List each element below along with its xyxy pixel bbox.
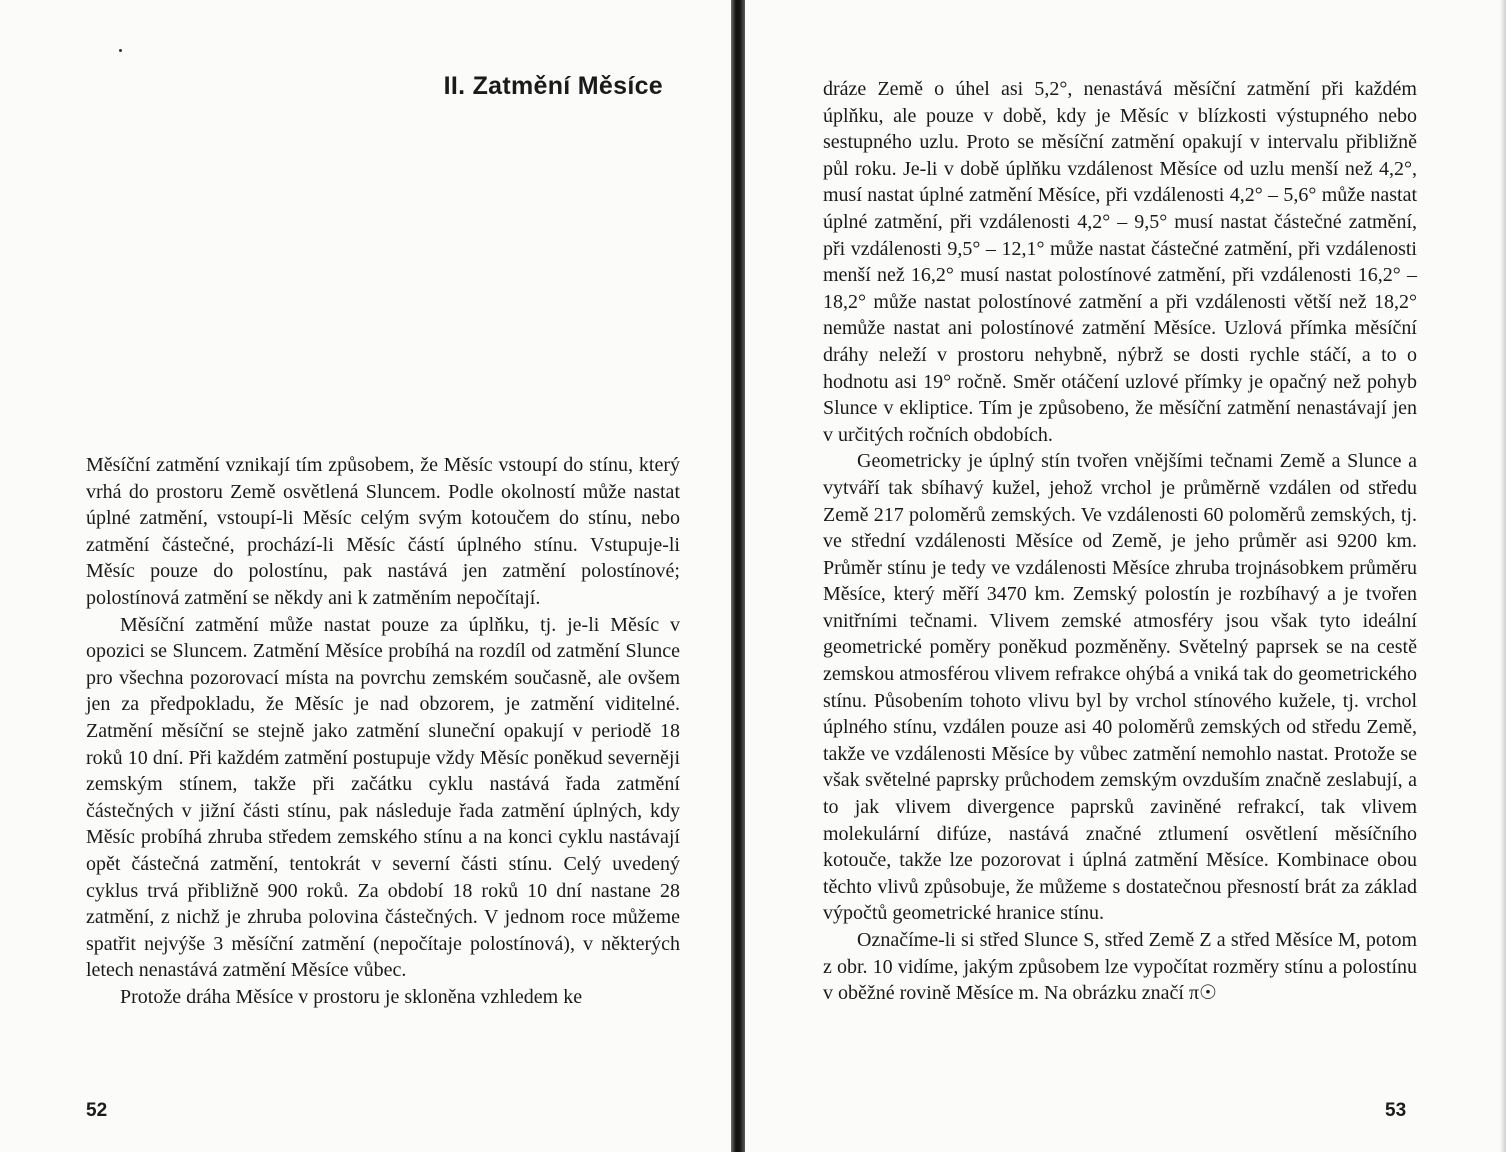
page-edge [1500, 0, 1506, 1152]
left-page [0, 0, 731, 1152]
right-page-body [823, 76, 1417, 1007]
paragraph: Označíme-li si střed Slunce S, střed Země Z a střed Měsíce M, potom z obr. 10 vidíme, jakým způsobem lze vypočítat rozměry stínu a polostínu v oběžné rovině Měsíce m. Na obrázku značí π☉ [823, 929, 1417, 1005]
page-number: 53 [1385, 1100, 1407, 1121]
paragraph: Měsíční zatmění vznikají tím způsobem, že Měsíc vstoupí do stínu, který vrhá do prostoru Země osvětlená Sluncem. Podle okolností může nastat úplné zatmění, vstoupí-li Měsíc celým svým kotoučem do stínu, nebo zatmění částečné, prochází-li Měsíc částí úplného stínu. Vstupuje-li Měsíc pouze do polostínu, pak nastává jen zatmění polostínové; polostínová zatmění se někdy ani k zatměním nepočítají. [86, 454, 680, 609]
paragraph: Měsíční zatmění může nastat pouze za úplňku, tj. je-li Měsíc v opozici se Sluncem. Zatmění Měsíce probíhá na rozdíl od zatmění Slunce pro všechna pozorovací místa na povrchu zemském současně, ale ovšem jen za předpokladu, že Měsíc je nad obzorem, je zatmění viditelné. Zatmění měsíční se stejně jako zatmění sluneční opakují v periodě 18 roků 10 dní. Při každém zatmění postupuje vždy Měsíc poněkud severněji zemským stínem, takže při začátku cyklu nastává řada zatmění částečných v jižní části stínu, pak následuje řada zatmění úplných, kdy Měsíc probíhá zhruba středem zemského stínu a na konci cyklu nastávají opět částečná zatmění, tentokrát v severní části stínu. Celý uvedený cyklus trvá přibližně 900 roků. Za období 18 roků 10 dní nastane 28 zatmění, z nichž je zhruba polovina částečných. V jednom roce můžeme spatřit nejvýše 3 měsíční zatmění (nepočítaje polostínová), v některých letech nenastává zatmění Měsíce vůbec. [86, 613, 680, 982]
book-gutter [731, 0, 745, 1152]
paragraph: dráze Země o úhel asi 5,2°, nenastává měsíční zatmění při každém úplňku, ale pouze v době, kdy je Měsíc v blízkosti výstupného nebo sestupného uzlu. Proto se měsíční zatmění opakují v intervalu přibližně půl roku. Je-li v době úplňku vzdálenost Měsíce od uzlu menší než 4,2°, musí nastat úplné zatmění Měsíce, při vzdálenosti 4,2° – 5,6° může nastat úplné zatmění, při vzdálenosti 4,2° – 9,5° musí nastat částečné zatmění, při vzdálenosti 9,5° – 12,1° může nastat částečné zatmění, při vzdálenosti menší než 16,2° musí nastat polostínové zatmění, při vzdálenosti 16,2° – 18,2° může nastat polostínové zatmění a při vzdálenosti větší než 18,2° nemůže nastat ani polostínové zatmění Měsíce. Uzlová přímka měsíční dráhy neleží v prostoru nehybně, nýbrž se dosti rychle stáčí, a to o hodnotu asi 19° ročně. Směr otáčení uzlové přímky je opačný než pohyb Slunce v ekliptice. Tím je způsobeno, že měsíční zatmění nenastávají jen v určitých ročních obdobích. [823, 78, 1417, 446]
right-page [745, 0, 1500, 1152]
left-page-body [86, 452, 680, 1010]
print-speck [119, 49, 122, 52]
chapter-title: II. Zatmění Měsíce [443, 72, 663, 100]
page-number: 52 [86, 1100, 108, 1121]
paragraph: Protože dráha Měsíce v prostoru je skloněna vzhledem ke [120, 985, 583, 1008]
paragraph: Geometricky je úplný stín tvořen vnějšími tečnami Země a Slunce a vytváří tak sbíhavý kužel, jehož vrchol je průměrně vzdálen od středu Země 217 poloměrů zemských. Ve vzdálenosti 60 poloměrů zemských, tj. ve střední vzdálenosti Měsíce od Země, je jeho průměr asi 9200 km. Průměr stínu je tedy ve vzdálenosti Měsíce zhruba trojnásobkem průměru Měsíce, který měří 3470 km. Zemský polostín je rozbíhavý a je tvořen vnitřními tečnami. Vlivem zemské atmosféry jsou však tyto ideální geometrické poměry poněkud pozměněny. Světelný paprsek se na cestě zemskou atmosférou vlivem refrakce ohýbá a vniká tak do geometrického stínu. Působením tohoto vlivu byl by vrchol stínového kužele, tj. vrchol úplného stínu, vzdálen pouze asi 40 poloměrů zemských od středu Země, takže ve vzdálenosti Měsíce by vůbec zatmění nemohlo nastat. Protože se však světelné paprsky průchodem zemským ovzduším značně zeslabují, a to jak vlivem divergence paprsků zaviněné refrakcí, tak vlivem molekulární difúze, nastává značné ztlumení osvětlení měsíčního kotouče, takže lze pozorovat i úplná zatmění Měsíce. Kombinace obou těchto vlivů způsobuje, že můžeme s dostatečnou přesností brát za základ výpočtů geometrické hranice stínu. [823, 450, 1417, 925]
